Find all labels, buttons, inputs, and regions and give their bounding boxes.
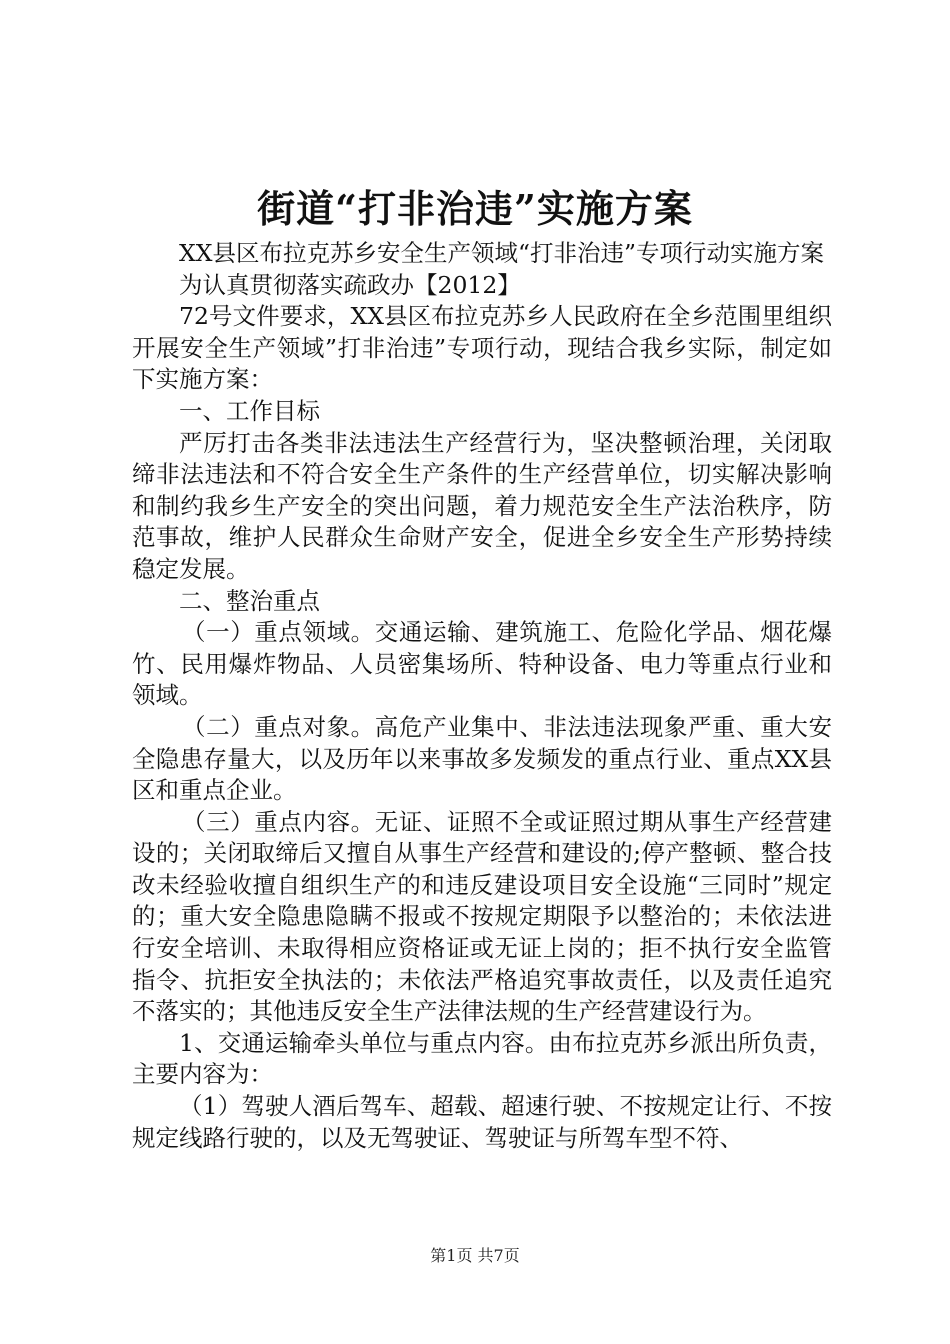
document-body	[132, 238, 832, 1154]
paragraph-intro: 为认真贯彻落实疏政办【2012】	[179, 270, 521, 299]
paragraph-focus-content: （三）重点内容。无证、证照不全或证照过期从事生产经营建设的；关闭取缔后又擅自从事生产经营和建设的;停产整顿、整合技改未经验收擅自组织生产的和违反建设项目安全设施“三同时”规定的；重大安全隐患隐瞒不报或不按规定期限予以整治的；未依法进行安全培训、未取得相应资格证或无证上岗的；拒不执行安全监管指令、抗拒安全执法的；未依法严格追究事故责任，以及责任追究不落实的；其他违反安全生产法律法规的生产经营建设行为。	[132, 807, 832, 1026]
section-heading-focus: 二、整治重点	[179, 586, 320, 615]
paragraph-subtitle: XX县区布拉克苏乡安全生产领域“打非治违”专项行动实施方案	[179, 239, 824, 267]
section-heading-goals: 一、工作目标	[179, 396, 320, 425]
paragraph-goals: 严厉打击各类非法违法生产经营行为，坚决整顿治理，关闭取缔非法违法和不符合安全生产条件的生产经营单位，切实解决影响和制约我乡生产安全的突出问题，着力规范安全生产法治秩序，防范事故，维护人民群众生命财产安全，促进全乡安全生产形势持续稳定发展。	[132, 428, 832, 583]
paragraph-focus-areas: （一）重点领域。交通运输、建筑施工、危险化学品、烟花爆竹、民用爆炸物品、人员密集场所、特种设备、电力等重点行业和领域。	[132, 618, 832, 710]
paragraph-transport-lead: 1、交通运输牵头单位与重点内容。由布拉克苏乡派出所负责，主要内容为：	[132, 1028, 832, 1089]
paragraph-intro-continued: 72号文件要求，XX县区布拉克苏乡人民政府在全乡范围里组织开展安全生产领域”打非治违”专项行动，现结合我乡实际，制定如下实施方案：	[132, 302, 832, 394]
page-footer: 第1页 共7页	[430, 1246, 520, 1265]
paragraph-focus-targets: （二）重点对象。高危产业集中、非法违法现象严重、重大安全隐患存量大，以及历年以来事故多发频发的重点行业、重点XX县区和重点企业。	[132, 712, 832, 805]
document-title: 街道“打非治违”实施方案	[257, 186, 693, 231]
paragraph-transport-item-1: （1）驾驶人酒后驾车、超载、超速行驶、不按规定让行、不按规定线路行驶的，以及无驾驶证、驾驶证与所驾车型不符、	[132, 1092, 832, 1152]
